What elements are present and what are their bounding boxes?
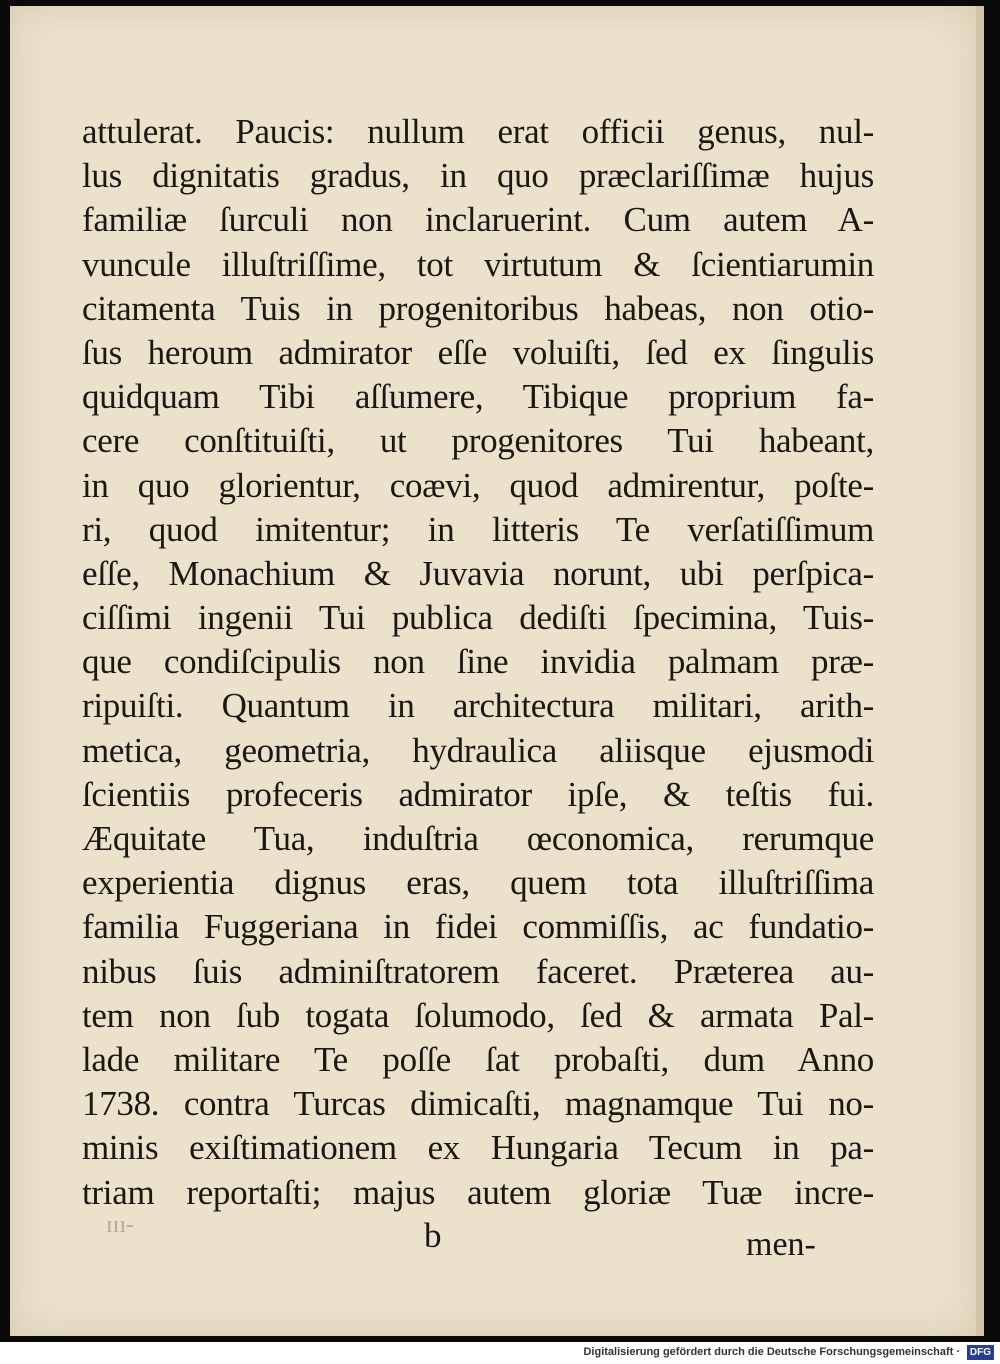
text-line: triam reportaſti; majus autem gloriæ Tuæ incre- xyxy=(82,1172,874,1212)
text-line: lade militare Te poſſe ſat probaſti, dum Anno xyxy=(82,1039,874,1079)
faint-mark: ɪɪɪ- xyxy=(106,1212,134,1238)
text-line: attulerat. Paucis: nullum erat officii genus, nul- xyxy=(82,112,874,151)
text-line: familiæ ſurculi non inclaruerint. Cum autem A- xyxy=(82,200,874,240)
text-line: Æquitate Tua, induſtria œconomica, rerumque xyxy=(82,819,874,858)
text-line: eſſe, Monachium & Juvavia norunt, ubi perſpica- xyxy=(82,553,874,593)
text-line: tem non ſub togata ſolumodo, ſed & armata Pal- xyxy=(82,995,874,1035)
footer-credit: Digitalisierung gefördert durch die Deutsche Forschungsgemeinschaft · xyxy=(583,1346,960,1358)
text-line: ciſſimi ingenii Tui publica dediſti ſpecimina, Tuis- xyxy=(82,598,874,638)
text-line: vunculе illuſtriſſime, tot virtutum & ſcientiarumin xyxy=(82,244,874,284)
text-line: ſcientiis profeceris admirator ipſe, & teſtis fui. xyxy=(82,774,874,814)
catchword: men- xyxy=(746,1226,816,1263)
text-line: minis exiſtimationem ex Hungaria Tecum in pa- xyxy=(82,1128,874,1168)
body-text xyxy=(82,110,874,1215)
text-line: que condiſcipulis non ſine invidia palmam præ- xyxy=(82,642,874,682)
text-line: 1738. contra Turcas dimicaſti, magnamque Tui no- xyxy=(82,1084,874,1124)
text-line: quidquam Tibi aſſumere, Tibique proprium fa- xyxy=(82,377,874,417)
text-line: lus dignitatis gradus, in quo præclariſſimæ hujus xyxy=(82,156,874,196)
text-line: cere conſtituiſti, ut progenitores Tui habeant, xyxy=(82,421,874,461)
signature-mark: b xyxy=(424,1216,442,1255)
text-line: in quo glorientur, coævi, quod admirentur, poſte- xyxy=(82,465,874,505)
text-line: experientia dignus eras, quem tota illuſtriſſima xyxy=(82,863,874,903)
text-line: nibus ſuis adminiſtratorem faceret. Præterea au- xyxy=(82,951,874,991)
footer-bar xyxy=(0,1342,1000,1364)
text-line: metica, geometria, hydraulica aliisque ejusmodi xyxy=(82,730,874,770)
text-line: citamenta Tuis in progenitoribus habeas, non otio- xyxy=(82,288,874,328)
dfg-logo-icon: DFG xyxy=(967,1345,994,1360)
text-line: ſus heroum admirator eſſe voluiſti, ſed ex ſingulis xyxy=(82,332,874,372)
page-edge xyxy=(976,6,984,1336)
book-page xyxy=(10,6,976,1336)
text-line: familia Fuggeriana in fidei commiſſis, ac fundatio- xyxy=(82,907,874,947)
text-line: ri, quod imitentur; in litteris Te verſatiſſimum xyxy=(82,509,874,549)
text-line: ripuiſti. Quantum in architectura militari, arith- xyxy=(82,686,874,726)
